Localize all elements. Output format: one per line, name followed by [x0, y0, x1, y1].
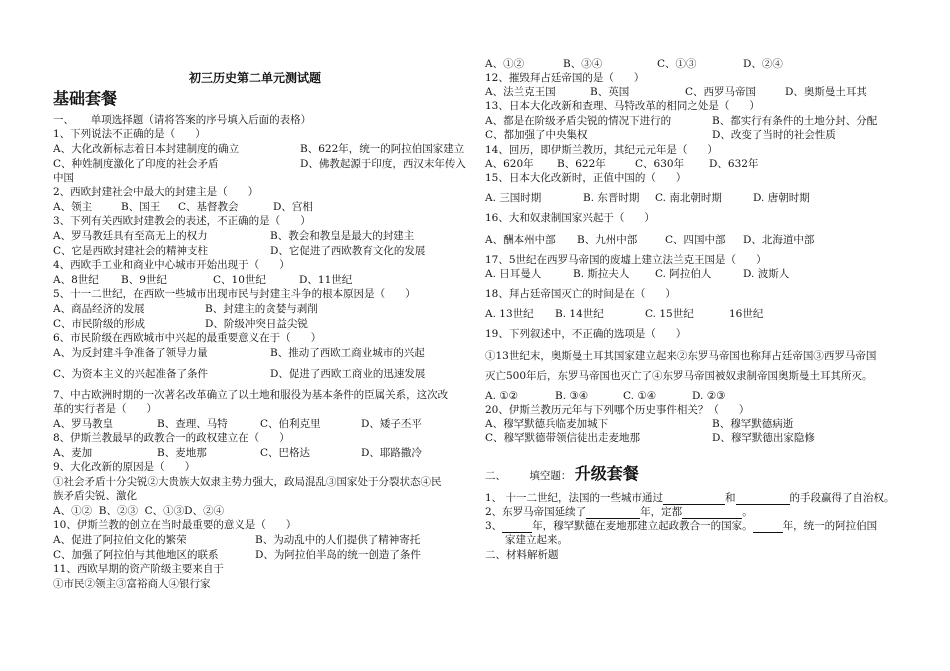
q18-option-c: C. 15世纪 — [645, 308, 694, 320]
q14-option-b: B、622年 — [557, 158, 606, 170]
q6-option-c: C、为资本主义的兴起准备了条件 — [53, 368, 209, 380]
q18-option-d: 16世纪 — [729, 308, 764, 320]
q7-option-b: B、查理、马特 — [157, 418, 228, 430]
q8-option-b: B、麦地那 — [157, 447, 207, 459]
q12-option-c: C、西罗马帝国 — [685, 86, 757, 98]
q1-option-c: C、种姓制度激化了印度的社会矛盾 — [53, 158, 219, 170]
question-16: 16、大和奴隶制国家兴起于（ ） — [485, 212, 655, 224]
q20-option-a: A、穆罕默德兵临麦加城下 — [485, 418, 609, 430]
q3-option-d: D、它促进了西欧教育文化的发展 — [270, 245, 426, 257]
q7-option-a: A、罗马教皇 — [53, 418, 114, 430]
q19-statements-cont: 灭亡500年后，东罗马帝国也灭亡了④东罗马帝国被奴隶制帝国奥斯曼土耳其所灭。 — [485, 370, 873, 382]
fill-question-1: 1、 十一二世纪，法国的一些城市通过 和 的手段赢得了自治权。 — [485, 492, 895, 504]
q4-option-a: A、8世纪 — [53, 274, 99, 286]
q6-option-a: A、为反封建斗争准备了领导力量 — [53, 347, 208, 359]
q3-option-a: A、罗马教廷具有至高无上的权力 — [53, 230, 208, 242]
q5-option-b: B、封建主的贪婪与剥削 — [205, 303, 318, 315]
q15-option-d: D. 唐朝时期 — [753, 192, 810, 204]
page-title: 初三历史第二单元测试题 — [189, 71, 322, 85]
q8-option-c: C、巴格达 — [260, 447, 311, 459]
question-14: 14、回历，即伊斯兰教历，其纪元元年是（ ） — [485, 144, 718, 156]
q9-statements: ①社会矛盾十分尖锐②大贵族大奴隶主势力强大，政局混乱③国家处于分裂状态④民 — [53, 476, 442, 488]
question-19: 19、下列叙述中，不正确的选项是（ ） — [485, 328, 687, 340]
section2-label: 二、 填空题： — [485, 470, 572, 482]
fill-blank-1b[interactable] — [736, 493, 790, 505]
q19-option-a: A. ①② — [485, 390, 519, 402]
q10-option-a: A、促进了阿拉伯文化的繁荣 — [53, 534, 187, 546]
question-5: 5、十一二世纪，在西欧一些城市出现市民与封建主斗争的根本原因是（ ） — [53, 288, 416, 300]
section2-heading — [485, 464, 639, 486]
q17-option-b: B. 斯拉夫人 — [573, 268, 630, 280]
q13-option-d: D、改变了当时的社会性质 — [712, 129, 836, 141]
question-9: 9、大化改新的原因是（ ） — [53, 461, 196, 473]
q17-option-a: A. 日耳曼人 — [485, 268, 542, 280]
q12-option-b: B、英国 — [590, 86, 630, 98]
q16-option-c: C、四国中部 — [665, 234, 726, 246]
question-6: 6、市民阶级在西欧城市中兴起的最重要意义在于（ ） — [53, 332, 322, 344]
q5-option-c: C、市民阶级的形成 — [53, 318, 146, 330]
q11-option-a: A、①② — [485, 58, 525, 70]
q11-statements: ①市民②领主③富裕商人④银行家 — [53, 578, 211, 590]
q7-option-d: D、矮子丕平 — [361, 418, 422, 430]
q1-option-d: D、佛教起源于印度，西汉末年传入 — [300, 158, 466, 170]
fill-blank-2b[interactable] — [682, 507, 742, 519]
q14-option-d: D、632年 — [709, 158, 759, 170]
section-basic-heading: 基础套餐 — [53, 89, 118, 108]
question-13: 13、日本大化改新和查理、马特改革的相同之处是（ ） — [485, 100, 760, 112]
q15-option-a: A. 三国时期 — [485, 192, 542, 204]
q15-option-b: B. 东晋时期 — [583, 192, 640, 204]
q11-option-c: C、①③ — [657, 58, 697, 70]
fill-blank-1a[interactable] — [663, 493, 725, 505]
q2-option-c: C、基督教会 — [178, 201, 239, 213]
q8-option-a: A、麦加 — [53, 447, 93, 459]
q3-option-c: C、它是西欧封建社会的精神支柱 — [53, 245, 209, 257]
q10-option-b: B、为动乱中的人们提供了精神寄托 — [255, 534, 421, 546]
question-1: 1、下列说法不正确的是（ ） — [53, 128, 206, 140]
fill-blank-3a[interactable] — [502, 521, 532, 533]
question-12: 12、摧毁拜占廷帝国的是（ ） — [485, 72, 645, 84]
q4-option-b: B、9世纪 — [121, 274, 167, 286]
q13-option-a: A、都是在阶级矛盾尖锐的情况下进行的 — [485, 115, 672, 127]
q6-option-d: D、促进了西欧工商业的迅速发展 — [270, 368, 426, 380]
q20-option-b: B、穆罕默德病逝 — [712, 418, 794, 430]
q9-options: A、①② B、②③ C、①③D、②④ — [53, 505, 225, 517]
question-3: 3、下列有关西欧封建教会的表述，不正确的是（ ） — [53, 215, 311, 227]
section-upgrade-heading: 升级套餐 — [574, 464, 639, 483]
question-8: 8、伊斯兰教最早的政教合一的政权建立在（ ） — [53, 432, 290, 444]
q15-option-c: C. 南北朝时期 — [655, 192, 722, 204]
q13-option-b: B、都实行有条件的土地分封、分配 — [712, 115, 878, 127]
fill-blank-3b[interactable] — [753, 521, 783, 533]
q5-option-a: A、商品经济的发展 — [53, 303, 145, 315]
question-7: 7、中古欧洲时期的一次著名改革确立了以土地和服役为基本条件的臣属关系，这次改 — [53, 389, 449, 401]
q17-option-c: C. 阿拉伯人 — [655, 268, 712, 280]
q1-option-a: A、大化改新标志着日本封建制度的确立 — [53, 143, 240, 155]
question-15: 15、日本大化改新时，正值中国的（ ） — [485, 172, 687, 184]
question-7-cont: 革的实行者是（ ） — [53, 403, 158, 415]
q20-option-d: D、穆罕默德出家隐修 — [712, 432, 815, 444]
q6-option-b: B、推动了西欧工商业城市的兴起 — [270, 347, 425, 359]
q17-option-d: D. 波斯人 — [743, 268, 790, 280]
q3-option-b: B、教会和教皇是最大的封建主 — [270, 230, 415, 242]
fill-question-3-cont: 家建立起来。 — [505, 534, 568, 546]
question-20: 20、伊斯兰教历元年与下列哪个历史事件相关？（ ） — [485, 404, 750, 416]
q12-option-d: D、奥斯曼土耳其 — [785, 86, 867, 98]
section1-heading: 一、 单项选择题（请将答案的序号填入后面的表格） — [53, 114, 312, 126]
fill-question-3: 3、 年，穆罕默德在麦地那建立起政教合一的国家。 年，统一的阿拉伯国 — [485, 520, 878, 532]
q2-option-d: D、宫相 — [273, 201, 313, 213]
q7-option-c: C、伯利克里 — [260, 418, 321, 430]
q18-option-a: A. 13世纪 — [485, 308, 534, 320]
q14-option-c: C、630年 — [635, 158, 685, 170]
q11-option-b: B、③④ — [563, 58, 603, 70]
q8-option-d: D、耶路撒冷 — [361, 447, 422, 459]
q10-option-c: C、加强了阿拉伯与其他地区的联系 — [53, 549, 219, 561]
q2-option-a: A、领主 — [53, 201, 93, 213]
question-11: 11、西欧早期的资产阶级主要来自于 — [53, 563, 224, 575]
q4-option-d: D、11世纪 — [299, 274, 353, 286]
q19-statements: ①13世纪末，奥斯曼土耳其国家建立起来②东罗马帝国也称拜占廷帝国③西罗马帝国 — [485, 350, 877, 362]
q18-option-b: B. 14世纪 — [555, 308, 604, 320]
q11-option-d: D、②④ — [743, 58, 783, 70]
q2-option-b: B、国王 — [121, 201, 161, 213]
q12-option-a: A、法兰克王国 — [485, 86, 556, 98]
q5-option-d: D、阶级冲突日益尖锐 — [205, 318, 308, 330]
q4-option-c: C、10世纪 — [213, 274, 266, 286]
q20-option-c: C、穆罕默德带领信徒出走麦地那 — [485, 432, 641, 444]
q16-option-d: D、北海道中部 — [743, 234, 815, 246]
fill-question-2: 2、东罗马帝国延续了 年，定都 。 — [485, 506, 753, 518]
question-2: 2、西欧封建社会中最大的封建主是（ ） — [53, 186, 259, 198]
question-4: 4、西欧手工业和商业中心城市开始出现于（ ） — [53, 259, 290, 271]
question-17: 17、5世纪在西罗马帝国的废墟上建立法兰克王国是（ ） — [485, 254, 767, 266]
question-18: 18、拜占廷帝国灭亡的时间是在（ ） — [485, 288, 676, 300]
q19-option-b: B. ③④ — [555, 390, 589, 402]
q9-statements-cont: 族矛盾尖锐、激化 — [53, 490, 137, 502]
q19-option-d: D. ②③ — [692, 390, 726, 402]
q19-option-c: C. ①④ — [623, 390, 657, 402]
q1-option-d-cont: 中国 — [53, 172, 74, 184]
q13-option-c: C、都加强了中央集权 — [485, 129, 588, 141]
question-10: 10、伊斯兰教的创立在当时最重要的意义是（ ） — [53, 519, 297, 531]
q16-option-b: B、九州中部 — [577, 234, 638, 246]
q14-option-a: A、620年 — [485, 158, 534, 170]
right-column — [475, 0, 950, 671]
q10-option-d: D、为阿拉伯半岛的统一创造了条件 — [255, 549, 421, 561]
q16-option-a: A、酬本州中部 — [485, 234, 556, 246]
q1-option-b: B、622年，统一的阿拉伯国家建立 — [300, 143, 465, 155]
section3-heading: 二、材料解析题 — [485, 549, 559, 561]
fill-blank-2a[interactable] — [586, 507, 640, 519]
